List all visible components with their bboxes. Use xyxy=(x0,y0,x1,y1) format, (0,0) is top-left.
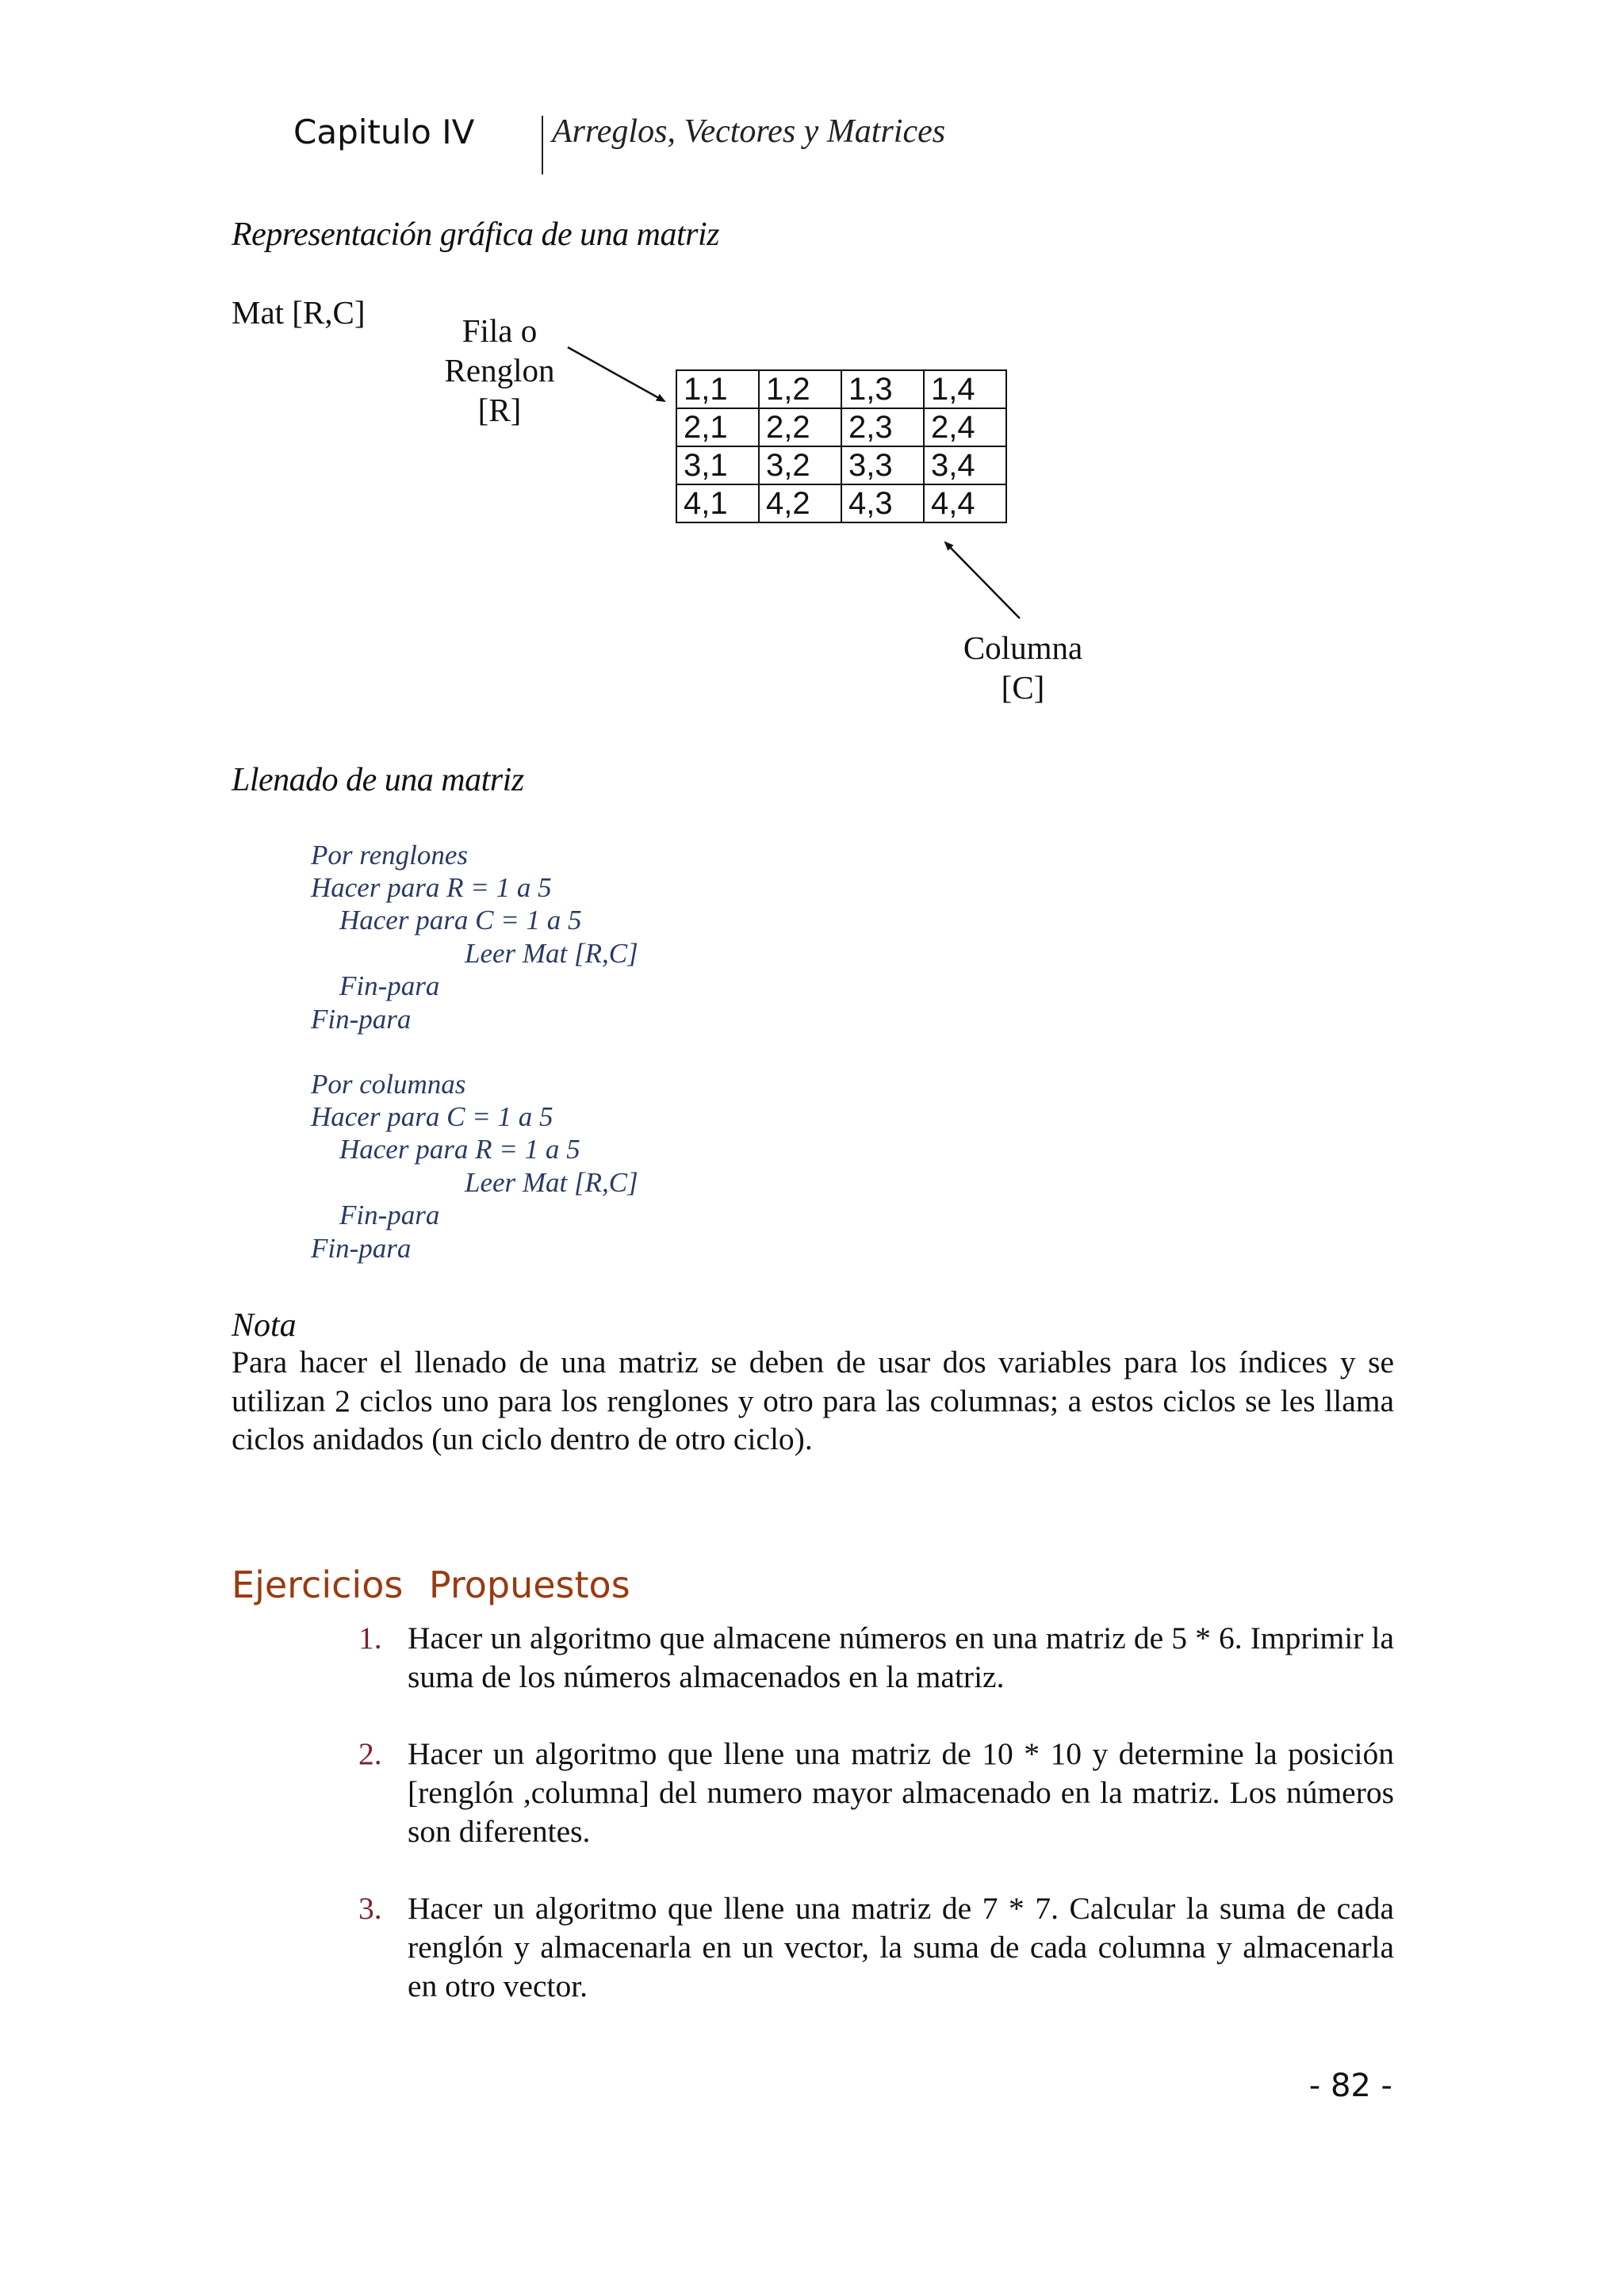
pseudocode-line: Fin-para xyxy=(339,1200,440,1230)
matrix-cell: 1,4 xyxy=(924,370,1006,408)
pseudocode-line: Hacer para R = 1 a 5 xyxy=(339,1134,580,1165)
matrix-cell: 3,1 xyxy=(676,446,759,484)
exercises-title: Ejercicios Propuestos xyxy=(232,1563,630,1606)
chapter-subtitle: Arreglos, Vectores y Matrices xyxy=(552,113,946,150)
pseudocode-line: Hacer para C = 1 a 5 xyxy=(311,1101,553,1132)
matrix-cell: 3,2 xyxy=(759,446,841,484)
exercise-number: 3. xyxy=(358,1891,382,1926)
section-title-representation: Representación gráfica de una matriz xyxy=(232,216,720,253)
exercise-item xyxy=(358,1619,1394,1698)
page-number: - 82 - xyxy=(1308,2068,1392,2104)
column-label xyxy=(936,628,1110,707)
pseudocode-line: Por columnas xyxy=(311,1069,466,1100)
row-label-line: Fila o xyxy=(462,312,538,349)
matrix-cell: 3,3 xyxy=(841,446,924,484)
exercise-text: Hacer un algoritmo que almacene números en una matriz de 5 * 6. Imprimir la suma de los números almacenados en la matriz. xyxy=(408,1621,1394,1694)
exercise-number: 2. xyxy=(358,1736,382,1771)
exercise-text: Hacer un algoritmo que llene una matriz de 7 * 7. Calcular la suma de cada renglón y almacenarla en un vector, la suma de cada columna y almacenarla en otro vector. xyxy=(408,1891,1394,2003)
pseudocode-line: Hacer para R = 1 a 5 xyxy=(311,872,552,903)
chapter-label: Capitulo IV xyxy=(293,113,475,151)
row-arrow xyxy=(568,347,665,401)
note-text: Para hacer el llenado de una matriz se deben de usar dos variables para los índices y se utilizan 2 ciclos uno para los renglones y otro para las columnas; a estos ciclos se les llama ciclos anidados (un ciclo dentro de otro ciclo). xyxy=(232,1345,1394,1456)
matrix-cell: 4,2 xyxy=(759,484,841,522)
exercise-text: Hacer un algoritmo que llene una matriz de 10 * 10 y determine la posición [renglón ,columna] del numero mayor almacenado en la matriz. Los números son diferentes. xyxy=(408,1736,1394,1849)
pseudocode-line: Fin-para xyxy=(339,970,440,1001)
pseudocode-line: Fin-para xyxy=(311,1004,412,1035)
matrix-cell: 2,1 xyxy=(676,408,759,446)
diagram-arrows xyxy=(0,0,1624,793)
matrix-cell: 4,3 xyxy=(841,484,924,522)
matrix-cell: 2,3 xyxy=(841,408,924,446)
column-arrow xyxy=(945,542,1020,618)
matrix-cell: 4,4 xyxy=(924,484,1006,522)
pseudocode-line: Leer Mat [R,C] xyxy=(465,938,638,969)
column-label-line: Columna xyxy=(963,629,1083,666)
pseudocode-line: Fin-para xyxy=(311,1233,412,1264)
matrix-cell: 3,4 xyxy=(924,446,1006,484)
pseudocode-line: Hacer para C = 1 a 5 xyxy=(339,905,582,936)
pseudocode-line: Leer Mat [R,C] xyxy=(465,1167,638,1198)
note-title: Nota xyxy=(232,1307,297,1344)
pseudocode-line: Por renglones xyxy=(311,840,468,871)
row-label-line: [R] xyxy=(477,392,522,428)
exercise-number: 1. xyxy=(358,1621,382,1655)
exercise-item xyxy=(358,1889,1394,2008)
matrix-cell: 1,2 xyxy=(759,370,841,408)
matrix-cell: 1,3 xyxy=(841,370,924,408)
section-title-filling: Llenado de una matriz xyxy=(232,762,524,798)
matrix-cell: 2,2 xyxy=(759,408,841,446)
matrix-name: Mat [R,C] xyxy=(232,294,366,331)
matrix-cell: 4,1 xyxy=(676,484,759,522)
column-label-line: [C] xyxy=(1001,669,1045,706)
exercise-item xyxy=(358,1735,1394,1854)
matrix-cell: 2,4 xyxy=(924,408,1006,446)
matrix-cell: 1,1 xyxy=(676,370,759,408)
row-label-line: Renglon xyxy=(444,352,555,388)
